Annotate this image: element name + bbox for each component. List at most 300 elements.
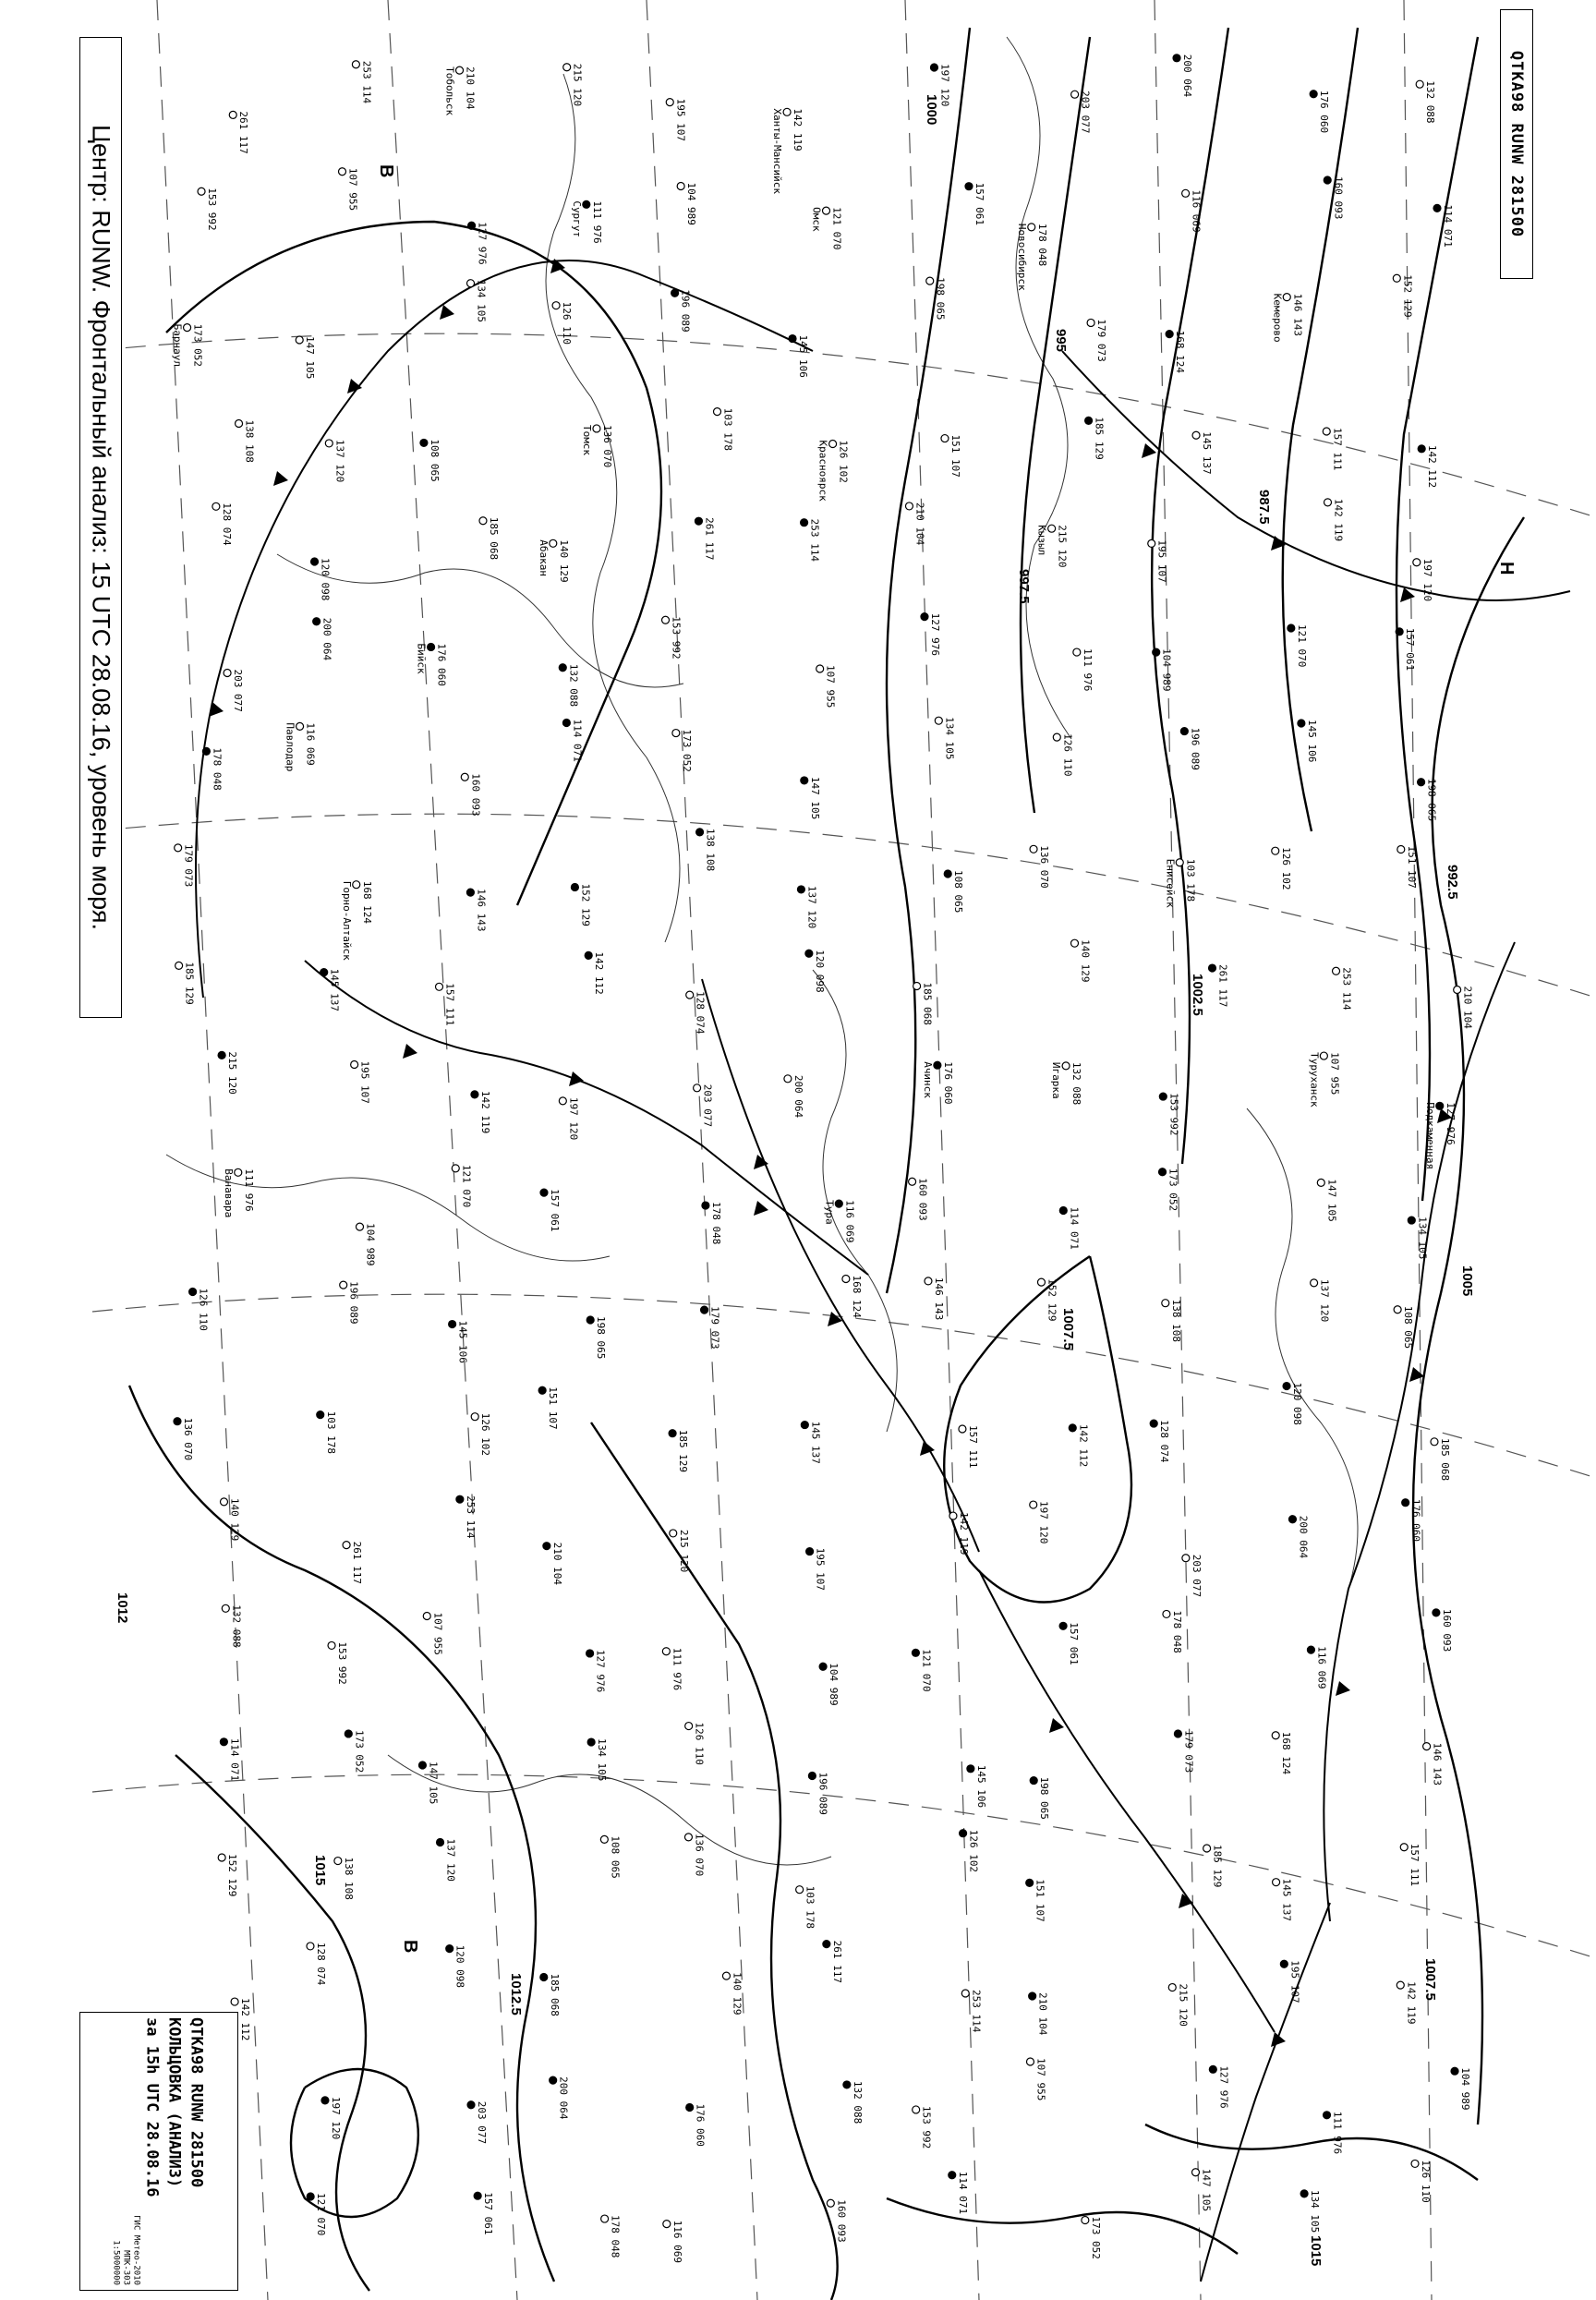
station-pressure: 121 070	[1295, 623, 1308, 668]
station-circle	[1085, 417, 1093, 424]
station-circle	[550, 539, 557, 547]
station-pressure: 261 117	[351, 1541, 364, 1584]
station-pressure: 195 107	[814, 1547, 827, 1591]
station-pressure: 126 102	[479, 1412, 492, 1457]
station-circle	[926, 277, 934, 284]
station-pressure: 196 089	[1189, 727, 1202, 770]
station-circle	[823, 1941, 830, 1948]
station-pressure: 104 989	[828, 1663, 840, 1706]
station-pressure: 185 068	[1438, 1437, 1451, 1482]
station-pressure: 116 069	[1315, 1646, 1328, 1689]
station-circle	[934, 1061, 941, 1069]
station-circle	[829, 441, 837, 448]
station-pressure: 195 107	[358, 1060, 371, 1104]
station-pressure: 210 104	[464, 67, 477, 110]
station-pressure: 210 104	[913, 502, 926, 546]
station-pressure: 116 069	[843, 1200, 856, 1243]
station-circle	[1311, 1279, 1318, 1287]
station-pressure: 107 955	[431, 1612, 444, 1655]
station-pressure: 176 060	[941, 1061, 954, 1105]
town-label: Игарка	[1050, 1061, 1063, 1099]
town-label: Павлодар	[284, 722, 296, 772]
station-pressure: 157 061	[548, 1189, 561, 1232]
station-pressure: 145 106	[797, 334, 810, 378]
station-pressure: 157 061	[1068, 1622, 1081, 1665]
station-circle	[317, 1411, 324, 1419]
station-circle	[967, 1765, 974, 1773]
station-pressure: 108 065	[428, 439, 441, 482]
station-circle	[356, 1223, 363, 1230]
station-pressure: 179 073	[1095, 319, 1108, 362]
station-pressure: 152 129	[579, 883, 592, 926]
station-pressure: 261 117	[830, 1940, 843, 1984]
station-circle	[175, 844, 182, 852]
isobar-label: 1002.5	[1190, 974, 1205, 1016]
station-circle	[229, 111, 236, 118]
station-circle	[670, 1530, 677, 1537]
station-circle	[222, 1604, 229, 1612]
station-pressure: 261 117	[703, 517, 716, 561]
station-circle	[586, 1650, 594, 1657]
station-circle	[801, 519, 808, 527]
station-circle	[296, 336, 303, 344]
station-circle	[418, 1761, 426, 1769]
town-label: Енисейск	[1164, 858, 1177, 908]
stamp-line-5: МПК-303	[121, 2250, 131, 2285]
station-pressure: 128 074	[694, 991, 707, 1035]
station-pressure: 104 989	[364, 1223, 377, 1266]
station-circle	[1416, 80, 1423, 88]
station-circle	[671, 289, 679, 297]
station-pressure: 173 052	[680, 729, 693, 772]
station-circle	[1324, 176, 1331, 184]
station-pressure: 116 069	[304, 722, 317, 766]
station-pressure: 136 070	[1038, 845, 1051, 889]
station-pressure: 126 110	[693, 1722, 706, 1765]
station-circle	[1053, 733, 1060, 741]
station-circle	[540, 1973, 548, 1980]
stamp-line-4: ГИС Метео-2010	[131, 2215, 141, 2285]
station-circle	[1396, 1981, 1404, 1989]
station-circle	[797, 886, 804, 893]
station-pressure: 103 178	[324, 1410, 337, 1454]
station-pressure: 140 129	[228, 1497, 241, 1542]
station-pressure: 103 178	[1184, 858, 1197, 902]
station-circle	[550, 2076, 557, 2084]
station-pressure: 160 093	[469, 773, 482, 817]
station-circle	[842, 1276, 850, 1283]
town-label: Абакан	[537, 539, 550, 577]
station-circle	[1324, 499, 1332, 506]
station-pressure: 114 071	[1441, 204, 1454, 248]
station-pressure: 168 124	[360, 880, 373, 925]
station-circle	[1082, 2217, 1089, 2224]
station-pressure: 215 120	[226, 1051, 239, 1095]
station-circle	[1320, 1052, 1327, 1059]
station-pressure: 116 069	[671, 2220, 683, 2263]
station-circle	[471, 1413, 478, 1421]
station-pressure: 203 077	[476, 2100, 489, 2145]
station-pressure: 145 106	[456, 1320, 469, 1363]
station-circle	[801, 777, 808, 784]
station-pressure: 108 065	[609, 1835, 622, 1879]
station-pressure: 215 120	[677, 1529, 690, 1573]
station-pressure: 168 124	[1174, 330, 1187, 373]
isobar-label: 1007.5	[1422, 1958, 1438, 2001]
station-circle	[1209, 964, 1216, 972]
station-circle	[1030, 1777, 1037, 1785]
station-circle	[1408, 1217, 1415, 1224]
station-circle	[174, 1418, 181, 1425]
station-pressure: 142 119	[1332, 498, 1345, 542]
station-circle	[1162, 1300, 1169, 1307]
station-circle	[823, 207, 830, 214]
station-circle	[913, 982, 921, 989]
station-pressure: 140 129	[557, 539, 570, 583]
station-pressure: 142 119	[478, 1090, 491, 1134]
high-center-2: В	[400, 1940, 420, 1954]
station-circle	[1396, 628, 1403, 636]
station-pressure: 134 105	[1309, 2189, 1322, 2233]
station-circle	[784, 1075, 792, 1083]
station-pressure: 185 129	[183, 962, 196, 1005]
station-pressure: 152 129	[226, 1854, 239, 1897]
station-circle	[1418, 445, 1425, 453]
station-circle	[446, 1945, 453, 1953]
station-pressure: 145 137	[328, 968, 341, 1012]
station-circle	[231, 1998, 238, 2005]
station-circle	[1168, 1984, 1176, 1991]
station-circle	[586, 1316, 594, 1324]
isobar-label: 997.5	[1016, 569, 1032, 604]
station-pressure: 151 107	[949, 434, 961, 478]
station-pressure: 134 105	[596, 1738, 609, 1782]
station-circle	[437, 1838, 444, 1846]
station-pressure: 104 989	[1459, 2067, 1472, 2111]
station-pressure: 111 976	[1331, 2111, 1344, 2155]
station-circle	[471, 1091, 478, 1098]
station-circle	[1159, 1168, 1167, 1176]
station-circle	[1192, 431, 1200, 439]
map-stamp	[79, 2012, 238, 2291]
station-pressure: 253 114	[808, 518, 821, 563]
station-circle	[714, 408, 721, 416]
station-pressure: 198 065	[934, 277, 947, 321]
station-pressure: 203 077	[1190, 1554, 1203, 1598]
station-pressure: 126 102	[1279, 847, 1292, 890]
station-pressure: 126 110	[1061, 733, 1074, 777]
station-circle	[1163, 1610, 1170, 1617]
station-circle	[1333, 967, 1340, 974]
station-circle	[960, 1830, 967, 1837]
station-circle	[1397, 846, 1405, 853]
station-pressure: 107 955	[1328, 1052, 1341, 1096]
station-circle	[218, 1854, 225, 1861]
station-pressure: 136 070	[181, 1417, 194, 1461]
station-pressure: 142 119	[957, 1512, 970, 1556]
station-circle	[1073, 648, 1081, 656]
station-circle	[452, 1165, 459, 1172]
station-circle	[583, 200, 590, 208]
station-circle	[1048, 525, 1056, 532]
station-circle	[1029, 1992, 1036, 2000]
station-circle	[1148, 539, 1155, 547]
station-pressure: 146 143	[1291, 293, 1304, 337]
station-circle	[677, 183, 684, 190]
station-circle	[1150, 1420, 1157, 1427]
station-circle	[1402, 1499, 1409, 1507]
isobar-label: 1000	[924, 94, 939, 126]
station-pressure: 168 124	[850, 1275, 863, 1318]
bulletin-header-text: QTKA98 RUNW 281500	[1507, 50, 1526, 238]
station-pressure: 114 071	[228, 1737, 241, 1782]
station-circle	[1283, 1383, 1290, 1390]
station-pressure: 173 052	[1089, 2216, 1102, 2259]
station-circle	[600, 1835, 608, 1843]
isobar-label: 995	[1053, 329, 1069, 353]
station-pressure: 147 105	[304, 335, 317, 380]
station-circle	[1028, 224, 1035, 231]
station-pressure: 196 089	[347, 1281, 360, 1325]
station-circle	[1413, 559, 1421, 566]
station-pressure: 160 093	[1440, 1608, 1453, 1652]
station-pressure: 140 129	[731, 1972, 744, 2016]
station-circle	[1182, 189, 1190, 197]
station-circle	[474, 2192, 481, 2199]
station-circle	[949, 1512, 957, 1519]
station-circle	[789, 335, 796, 343]
station-pressure: 198 065	[595, 1316, 608, 1360]
station-circle	[1026, 2058, 1034, 2065]
town-label: Ванавара	[222, 1168, 235, 1218]
station-pressure: 157 111	[1409, 1843, 1421, 1887]
station-circle	[428, 643, 435, 650]
station-pressure: 145 137	[1280, 1878, 1293, 1922]
station-circle	[1070, 939, 1078, 947]
station-pressure: 145 137	[809, 1421, 822, 1464]
station-pressure: 173 052	[1167, 1168, 1179, 1212]
station-pressure: 200 064	[557, 2076, 570, 2120]
station-pressure: 157 061	[973, 182, 985, 226]
station-pressure: 185 129	[677, 1429, 690, 1473]
station-pressure: 132 088	[230, 1604, 243, 1648]
station-pressure: 127 976	[476, 222, 489, 265]
station-circle	[1087, 319, 1094, 326]
station-circle	[949, 2172, 956, 2179]
station-circle	[334, 1858, 342, 1865]
station-pressure: 198 065	[1425, 778, 1438, 822]
station-circle	[843, 2081, 851, 2088]
station-circle	[456, 1495, 464, 1503]
station-pressure: 203 077	[701, 1083, 714, 1128]
station-pressure: 151 107	[547, 1386, 560, 1430]
station-circle	[224, 670, 231, 677]
station-circle	[351, 1061, 358, 1069]
station-pressure: 203 077	[232, 669, 245, 712]
station-circle	[1176, 859, 1183, 866]
station-circle	[339, 168, 346, 176]
station-circle	[352, 61, 359, 68]
town-label: Бийск	[415, 643, 428, 674]
station-circle	[1436, 1102, 1444, 1109]
station-pressure: 200 064	[792, 1074, 804, 1119]
station-circle	[467, 280, 475, 287]
station-circle	[694, 1084, 701, 1092]
station-circle	[311, 558, 319, 565]
station-pressure: 157 111	[443, 983, 456, 1026]
station-pressure: 111 976	[1081, 648, 1094, 692]
station-circle	[1159, 1093, 1167, 1100]
station-circle	[808, 1773, 816, 1780]
isobar-label: 992.5	[1445, 865, 1460, 900]
station-circle	[965, 183, 973, 190]
station-circle	[1182, 1555, 1190, 1562]
station-pressure: 200 064	[1297, 1515, 1310, 1559]
station-circle	[328, 1641, 335, 1649]
station-pressure: 128 074	[220, 502, 233, 546]
station-pressure: 114 071	[956, 2171, 969, 2215]
station-pressure: 126 110	[561, 301, 574, 345]
station-pressure: 157 111	[966, 1424, 979, 1469]
station-pressure: 157 061	[1404, 627, 1417, 672]
station-circle	[1272, 847, 1279, 854]
station-circle	[601, 2215, 609, 2222]
low-center: Н	[1496, 562, 1517, 575]
station-pressure: 176 060	[694, 2103, 707, 2147]
station-pressure: 142 119	[1405, 1981, 1418, 2025]
station-pressure: 132 088	[1070, 1061, 1083, 1106]
station-circle	[218, 1051, 225, 1059]
stamp-line-6: 1:5000000	[111, 2240, 121, 2285]
station-circle	[959, 1425, 966, 1433]
station-circle	[1180, 728, 1188, 735]
station-circle	[585, 951, 592, 959]
station-pressure: 196 089	[816, 1772, 829, 1815]
station-pressure: 261 117	[1216, 964, 1229, 1008]
station-circle	[1400, 1844, 1408, 1851]
station-circle	[696, 829, 704, 836]
station-pressure: 176 060	[435, 643, 448, 686]
station-pressure: 147 105	[427, 1761, 440, 1805]
station-pressure: 151 107	[1034, 1879, 1046, 1922]
station-circle	[783, 108, 791, 115]
station-circle	[1153, 648, 1160, 656]
station-pressure: 146 143	[475, 889, 488, 932]
station-pressure: 253 114	[1340, 967, 1353, 1011]
station-pressure: 127 976	[594, 1649, 607, 1693]
station-circle	[1288, 1516, 1296, 1523]
station-pressure: 185 068	[921, 982, 934, 1025]
station-circle	[944, 870, 951, 878]
station-circle	[1059, 1206, 1067, 1214]
station-circle	[1203, 1845, 1211, 1852]
town-label: Кызыл	[1035, 525, 1048, 556]
station-circle	[662, 616, 670, 623]
station-pressure: 104 989	[1160, 648, 1173, 692]
station-circle	[325, 440, 332, 447]
station-pressure: 146 143	[1431, 1742, 1444, 1786]
station-pressure: 178 048	[1035, 223, 1048, 267]
station-pressure: 145 137	[1201, 431, 1214, 475]
station-circle	[722, 1972, 730, 1979]
isobar-label: 1015	[1308, 2235, 1324, 2267]
station-circle	[593, 425, 600, 432]
station-circle	[685, 1723, 693, 1730]
station-circle	[796, 1886, 804, 1894]
station-pressure: 210 104	[1036, 1991, 1049, 2036]
station-pressure: 121 070	[920, 1649, 933, 1692]
station-pressure: 185 129	[1211, 1844, 1224, 1888]
station-circle	[461, 773, 468, 781]
station-pressure: 147 105	[808, 776, 821, 820]
station-circle	[1173, 54, 1180, 62]
station-circle	[925, 1277, 932, 1285]
station-circle	[1431, 1438, 1438, 1446]
station-pressure: 140 129	[1079, 939, 1092, 983]
station-circle	[930, 64, 937, 71]
station-pressure: 160 093	[916, 1178, 929, 1221]
station-pressure: 179 073	[182, 843, 195, 888]
station-pressure: 107 955	[346, 167, 359, 212]
station-pressure: 176 060	[1409, 1498, 1422, 1543]
stamp-line-3: за 15h UTC 28.08.16	[142, 2017, 162, 2197]
station-circle	[666, 99, 673, 106]
station-circle	[467, 2101, 475, 2109]
station-pressure: 173 052	[191, 323, 204, 367]
station-pressure: 197 120	[1037, 1501, 1050, 1544]
isobar-label: 987.5	[1256, 490, 1272, 525]
town-label: Ханты-Мансийск	[771, 108, 784, 195]
station-pressure: 145 106	[1305, 720, 1318, 763]
station-circle	[1324, 2112, 1331, 2119]
station-pressure: 126 110	[197, 1288, 210, 1331]
station-pressure: 145 106	[974, 1764, 987, 1809]
station-pressure: 107 955	[824, 665, 837, 708]
town-label: Подкаменная	[1423, 1102, 1436, 1170]
station-pressure: 157 111	[1331, 428, 1344, 471]
station-circle	[1298, 720, 1305, 727]
station-pressure: 111 976	[671, 1647, 683, 1691]
station-circle	[1071, 91, 1079, 98]
station-pressure: 151 107	[1405, 845, 1418, 889]
station-circle	[835, 1200, 842, 1207]
station-circle	[436, 983, 443, 990]
station-circle	[805, 950, 813, 957]
station-circle	[1307, 1646, 1314, 1653]
station-circle	[702, 1202, 709, 1209]
station-pressure: 138 108	[1169, 1299, 1182, 1343]
station-circle	[1317, 1179, 1324, 1186]
station-pressure: 185 068	[548, 1973, 561, 2016]
station-pressure: 138 108	[704, 828, 717, 872]
station-circle	[819, 1663, 827, 1670]
town-label: Красноярск	[816, 440, 829, 502]
station-pressure: 142 112	[239, 1998, 252, 2041]
station-pressure: 128 074	[314, 1942, 327, 1986]
station-pressure: 253 114	[970, 1990, 983, 2033]
station-pressure: 142 112	[1426, 444, 1439, 489]
town-label: Омск	[810, 207, 823, 232]
station-circle	[1030, 845, 1037, 853]
station-circle	[538, 1386, 546, 1394]
station-pressure: 126 110	[1420, 2160, 1433, 2203]
station-circle	[353, 881, 360, 889]
station-pressure: 203 077	[1079, 91, 1092, 134]
station-pressure: 120 098	[1291, 1382, 1304, 1425]
station-pressure: 253 114	[464, 1495, 477, 1539]
station-circle	[321, 2097, 329, 2104]
station-circle	[1418, 779, 1425, 786]
